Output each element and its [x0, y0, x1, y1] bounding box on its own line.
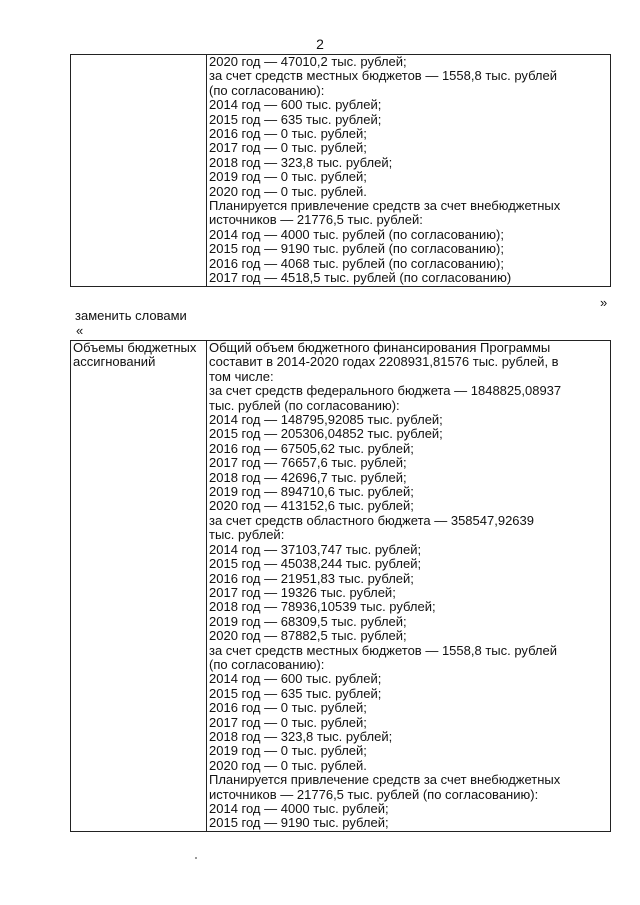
text-line: 2018 год — 42696,7 тыс. рублей; [209, 469, 407, 485]
text-line: 2018 год — 78936,10539 тыс. рублей; [209, 599, 436, 615]
text-line: 2016 год — 21951,83 тыс. рублей; [209, 570, 414, 586]
page-number: 2 [316, 36, 324, 52]
text-line: 2016 год — 0 тыс. рублей; [209, 700, 367, 716]
text-line: за счет средств местных бюджетов — 1558,8 тыс. рублей [209, 642, 558, 658]
text-line: 2016 год — 4068 тыс. рублей (по согласованию); [209, 255, 504, 271]
opening-quote-mark: « [76, 323, 84, 338]
text-line: составит в 2014-2020 годах 2208931,81576 тыс. рублей, в [209, 354, 559, 370]
text-line: 2014 год — 4000 тыс. рублей; [209, 801, 389, 816]
text-line: 2018 год — 323,8 тыс. рублей; [209, 728, 393, 744]
text-line: тыс. рублей: [209, 527, 285, 543]
text-line: 2014 год — 4000 тыс. рублей (по согласованию); [209, 226, 504, 242]
text-line: 2016 год — 67505,62 тыс. рублей; [209, 440, 414, 456]
text-line: 2020 год — 413152,6 тыс. рублей; [209, 498, 414, 514]
closing-quote-mark: » [600, 295, 608, 310]
replace-instruction: заменить словами [75, 308, 187, 323]
text-line: (по согласованию): [209, 82, 325, 98]
table-left-cell [71, 55, 207, 287]
text-line: 2014 год — 600 тыс. рублей; [209, 97, 382, 113]
text-line: 2014 год — 37103,747 тыс. рублей; [209, 541, 422, 557]
text-line: том числе: [209, 368, 274, 384]
budget-allocations-label: Объемы бюджетных ассигнований [71, 341, 207, 832]
table-right-cell [207, 55, 611, 287]
text-line: 2020 год — 47010,2 тыс. рублей; [209, 54, 407, 69]
text-line: Планируется привлечение средств за счет внебюджетных [209, 198, 561, 214]
funding-table-new [70, 340, 611, 832]
text-line: 2015 год — 45038,244 тыс. рублей; [209, 556, 422, 572]
text-line: 2017 год — 0 тыс. рублей; [209, 714, 367, 730]
funding-table-old [70, 54, 611, 287]
text-line: 2015 год — 9190 тыс. рублей (по согласованию); [209, 241, 504, 257]
text-line: 2017 год — 4518,5 тыс. рублей (по согласованию) [209, 270, 512, 286]
text-line: 2015 год — 9190 тыс. рублей; [209, 815, 389, 831]
text-line: 2019 год — 0 тыс. рублей; [209, 169, 367, 185]
scan-mark [195, 857, 197, 859]
text-line: 2020 год — 0 тыс. рублей. [209, 183, 367, 199]
text-line: Общий объем бюджетного финансирования Программы [209, 340, 551, 355]
text-line: 2019 год — 894710,6 тыс. рублей; [209, 484, 414, 500]
text-line: 2017 год — 19326 тыс. рублей; [209, 584, 396, 600]
text-line: 2014 год — 600 тыс. рублей; [209, 671, 382, 687]
table-right-cell [207, 341, 611, 832]
text-line: за счет средств федерального бюджета — 1848825,08937 [209, 383, 562, 399]
text-line: 2017 год — 0 тыс. рублей; [209, 140, 367, 156]
text-line: за счет средств областного бюджета — 358547,92639 [209, 512, 534, 528]
table-row [71, 55, 611, 287]
text-line: 2015 год — 635 тыс. рублей; [209, 685, 382, 701]
text-line: 2016 год — 0 тыс. рублей; [209, 126, 367, 142]
text-line: 2014 год — 148795,92085 тыс. рублей; [209, 412, 443, 428]
text-line: Планируется привлечение средств за счет внебюджетных [209, 772, 561, 788]
text-line: 2020 год — 87882,5 тыс. рублей; [209, 628, 407, 644]
text-line: 2015 год — 635 тыс. рублей; [209, 111, 382, 127]
table-row [71, 341, 611, 832]
text-line: 2020 год — 0 тыс. рублей. [209, 757, 367, 773]
text-line: источников — 21776,5 тыс. рублей: [209, 212, 423, 228]
text-line: (по согласованию): [209, 656, 325, 672]
text-line: 2019 год — 68309,5 тыс. рублей; [209, 613, 407, 629]
text-line: 2018 год — 323,8 тыс. рублей; [209, 154, 393, 170]
text-line: 2019 год — 0 тыс. рублей; [209, 743, 367, 759]
text-line: источников — 21776,5 тыс. рублей (по согласованию): [209, 786, 539, 802]
text-line: 2017 год — 76657,6 тыс. рублей; [209, 455, 407, 471]
text-line: за счет средств местных бюджетов — 1558,8 тыс. рублей [209, 68, 558, 84]
text-line: 2015 год — 205306,04852 тыс. рублей; [209, 426, 443, 442]
text-line: тыс. рублей (по согласованию): [209, 397, 400, 413]
